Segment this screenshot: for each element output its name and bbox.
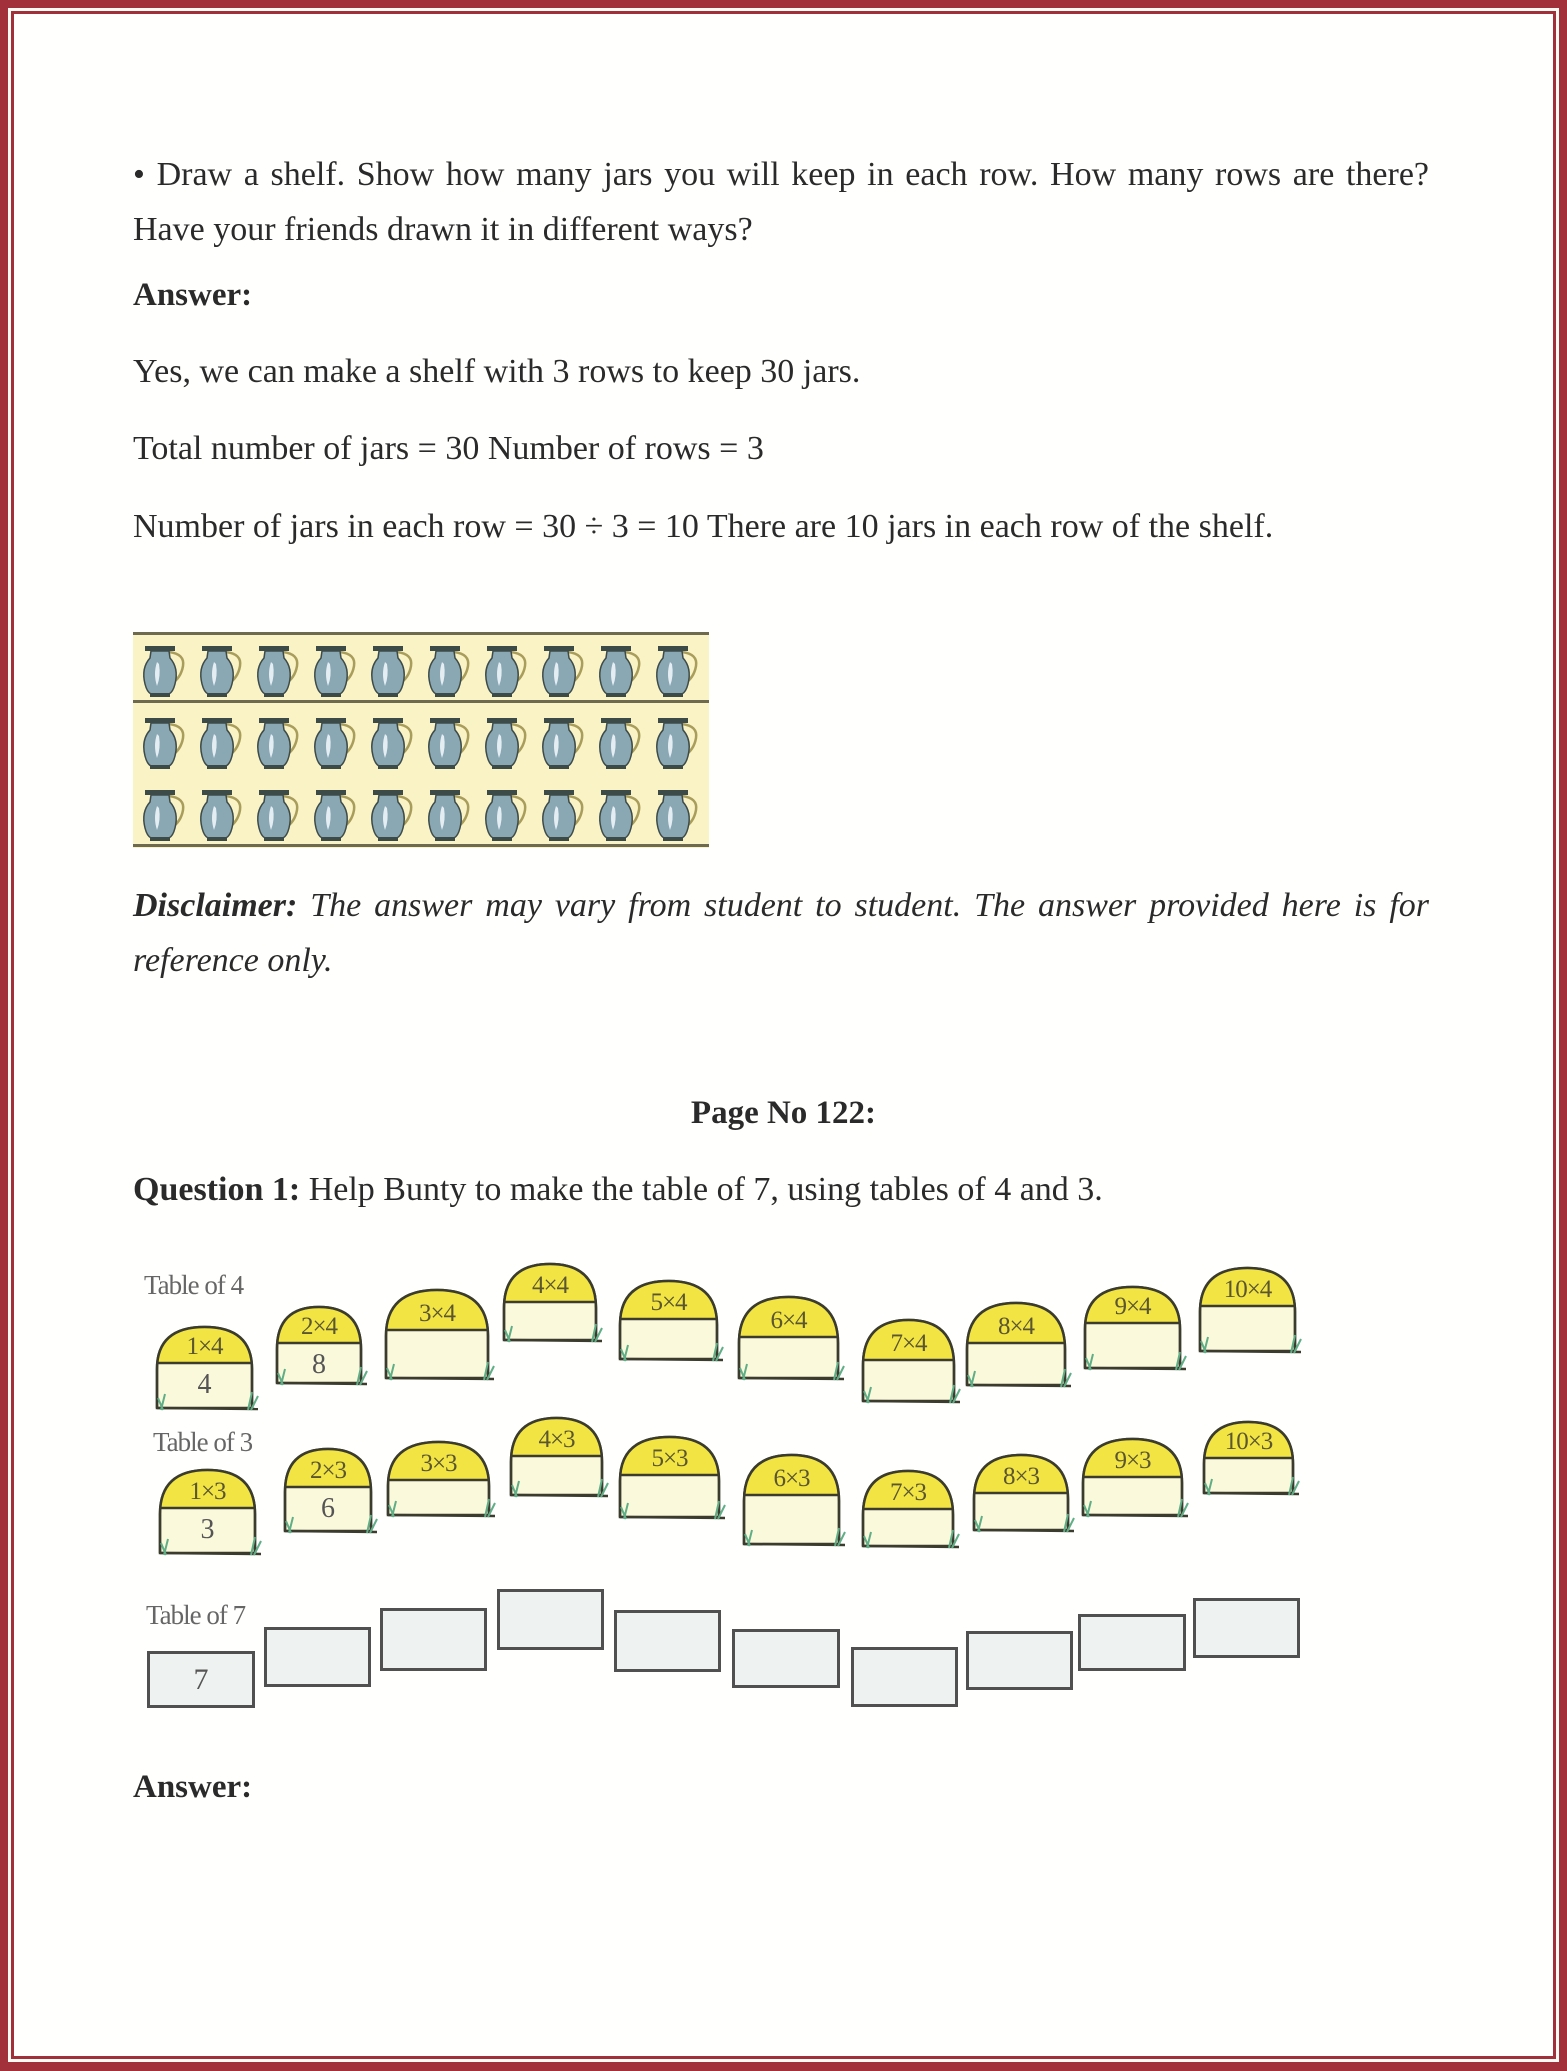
jar-icon: [139, 712, 183, 772]
jar-shelf-figure: [133, 632, 709, 848]
milestone-label: 4×4: [531, 1272, 569, 1299]
jar-icon: [481, 712, 525, 772]
answer-line-3: Number of jars in each row = 30 ÷ 3 = 10 There are 10 jars in each row of the shelf.: [133, 508, 1274, 545]
jar-icon: [253, 640, 297, 700]
milestone-table3-8: [972, 1453, 1070, 1532]
page-heading: Page No 122:: [690, 1095, 877, 1131]
jar-icon: [139, 784, 183, 844]
table-of-7-box-3: [380, 1608, 487, 1671]
table-of-7-box-2: [264, 1627, 371, 1687]
milestone-value: 3: [200, 1514, 215, 1545]
disclaimer-text: The answer may vary from student to student. The answer provided here is for reference only.: [133, 887, 1430, 979]
jar-icon: [424, 712, 468, 772]
jar-icon: [310, 784, 354, 844]
milestone-table4-3: [384, 1288, 490, 1380]
milestone-label: 5×4: [650, 1289, 687, 1316]
jar-icon: [652, 712, 696, 772]
shelf-plank: [133, 632, 709, 635]
jar-icon: [538, 640, 582, 700]
jar-icon: [538, 712, 582, 772]
milestone-label: 8×3: [1002, 1463, 1040, 1490]
milestone-table3-7: [861, 1469, 955, 1548]
jar-icon: [652, 640, 696, 700]
milestone-label: 10×4: [1223, 1276, 1272, 1303]
milestone-table4-4: [502, 1262, 598, 1342]
milestone-label: 1×4: [186, 1333, 223, 1360]
jar-icon: [481, 784, 525, 844]
milestone-table3-9: [1081, 1437, 1184, 1517]
jar-icon: [310, 712, 354, 772]
milestone-table3-5: [618, 1435, 721, 1519]
milestone-table4-10: [1198, 1266, 1297, 1353]
question-1-label: Question 1:: [133, 1171, 301, 1208]
disclaimer-label: Disclaimer:: [133, 887, 298, 924]
milestone-table4-5: [618, 1279, 719, 1361]
table-of-4-label: Table of 4: [144, 1270, 244, 1300]
jar-icon: [367, 640, 411, 700]
milestone-table4-6: [737, 1295, 840, 1380]
milestone-table3-1: [158, 1468, 257, 1555]
milestone-table4-7: [861, 1318, 956, 1403]
milestone-table4-2: [275, 1305, 363, 1385]
answer-heading: Answer:: [133, 277, 253, 313]
milestone-value: 4: [197, 1369, 212, 1400]
jar-icon: [367, 712, 411, 772]
milestone-label: 2×3: [309, 1457, 347, 1484]
milestone-label: 1×3: [189, 1478, 226, 1505]
answer-line-2: Total number of jars = 30 Number of rows = 3: [133, 430, 764, 467]
milestone-table4-1: [155, 1325, 254, 1410]
table-of-7-box-10: [1193, 1598, 1300, 1658]
jar-icon: [424, 784, 468, 844]
milestone-label: 10×3: [1224, 1428, 1273, 1455]
milestone-table4-8: [965, 1301, 1067, 1387]
question-1: [133, 1173, 1103, 1207]
jar-icon: [310, 640, 354, 700]
bullet: •: [133, 156, 145, 193]
milestone-table3-2: [283, 1447, 373, 1533]
page-border: [8, 8, 1559, 2062]
milestone-table3-6: [742, 1453, 841, 1546]
milestone-label: 3×3: [420, 1450, 457, 1477]
milestone-label: 9×4: [1114, 1293, 1151, 1320]
milestone-label: 8×4: [997, 1313, 1035, 1340]
milestone-label: 3×4: [418, 1300, 456, 1327]
milestone-label: 7×4: [890, 1330, 927, 1357]
jar-icon: [424, 640, 468, 700]
jar-icon: [538, 784, 582, 844]
milestone-label: 5×3: [651, 1445, 688, 1472]
page-inner-border: [11, 11, 1556, 2059]
milestone-label: 7×3: [889, 1479, 927, 1506]
answer-line-1: Yes, we can make a shelf with 3 rows to keep 30 jars.: [133, 353, 861, 390]
milestone-label: 6×3: [773, 1465, 810, 1492]
shelf-plank: [133, 700, 709, 703]
milestone-label: 9×3: [1114, 1447, 1151, 1474]
answer-2-heading: Answer:: [133, 1769, 253, 1805]
table-of-7-box-6: [732, 1629, 840, 1688]
question-1-text: Help Bunty to make the table of 7, using tables of 4 and 3.: [308, 1171, 1103, 1208]
milestone-table3-10: [1202, 1420, 1295, 1495]
jar-icon: [652, 784, 696, 844]
milestone-table3-3: [386, 1440, 491, 1517]
jar-icon: [253, 712, 297, 772]
intro-text: Draw a shelf. Show how many jars you will keep in each row. How many rows are there? Have your friends drawn it in different ways?: [133, 156, 1430, 248]
table-of-7-box-1: 7: [147, 1651, 255, 1708]
table-of-7-box-8: [966, 1631, 1073, 1690]
jar-icon: [196, 784, 240, 844]
disclaimer: [133, 878, 1429, 988]
table-of-7-box-9: [1078, 1614, 1186, 1671]
table-of-7-box-7: [851, 1647, 958, 1707]
jar-icon: [253, 784, 297, 844]
jar-icon: [595, 784, 639, 844]
table-of-7-box-4: [497, 1589, 604, 1650]
milestone-value: 6: [321, 1493, 335, 1524]
milestone-label: 6×4: [770, 1307, 807, 1334]
jar-icon: [481, 640, 525, 700]
milestone-label: 2×4: [300, 1313, 338, 1340]
jar-icon: [196, 712, 240, 772]
shelf-plank: [133, 844, 709, 847]
milestone-value: 8: [312, 1349, 326, 1380]
milestone-label: 4×3: [538, 1426, 575, 1453]
intro-question: [133, 147, 1429, 257]
jar-icon: [196, 640, 240, 700]
table-of-7-box-5: [614, 1610, 721, 1672]
milestone-table4-9: [1083, 1285, 1182, 1370]
jar-icon: [367, 784, 411, 844]
jar-icon: [595, 712, 639, 772]
table-of-7-label: Table of 7: [146, 1600, 246, 1630]
milestone-table3-4: [509, 1416, 604, 1497]
table-of-3-label: Table of 3: [153, 1427, 253, 1457]
jar-icon: [595, 640, 639, 700]
jar-icon: [139, 640, 183, 700]
